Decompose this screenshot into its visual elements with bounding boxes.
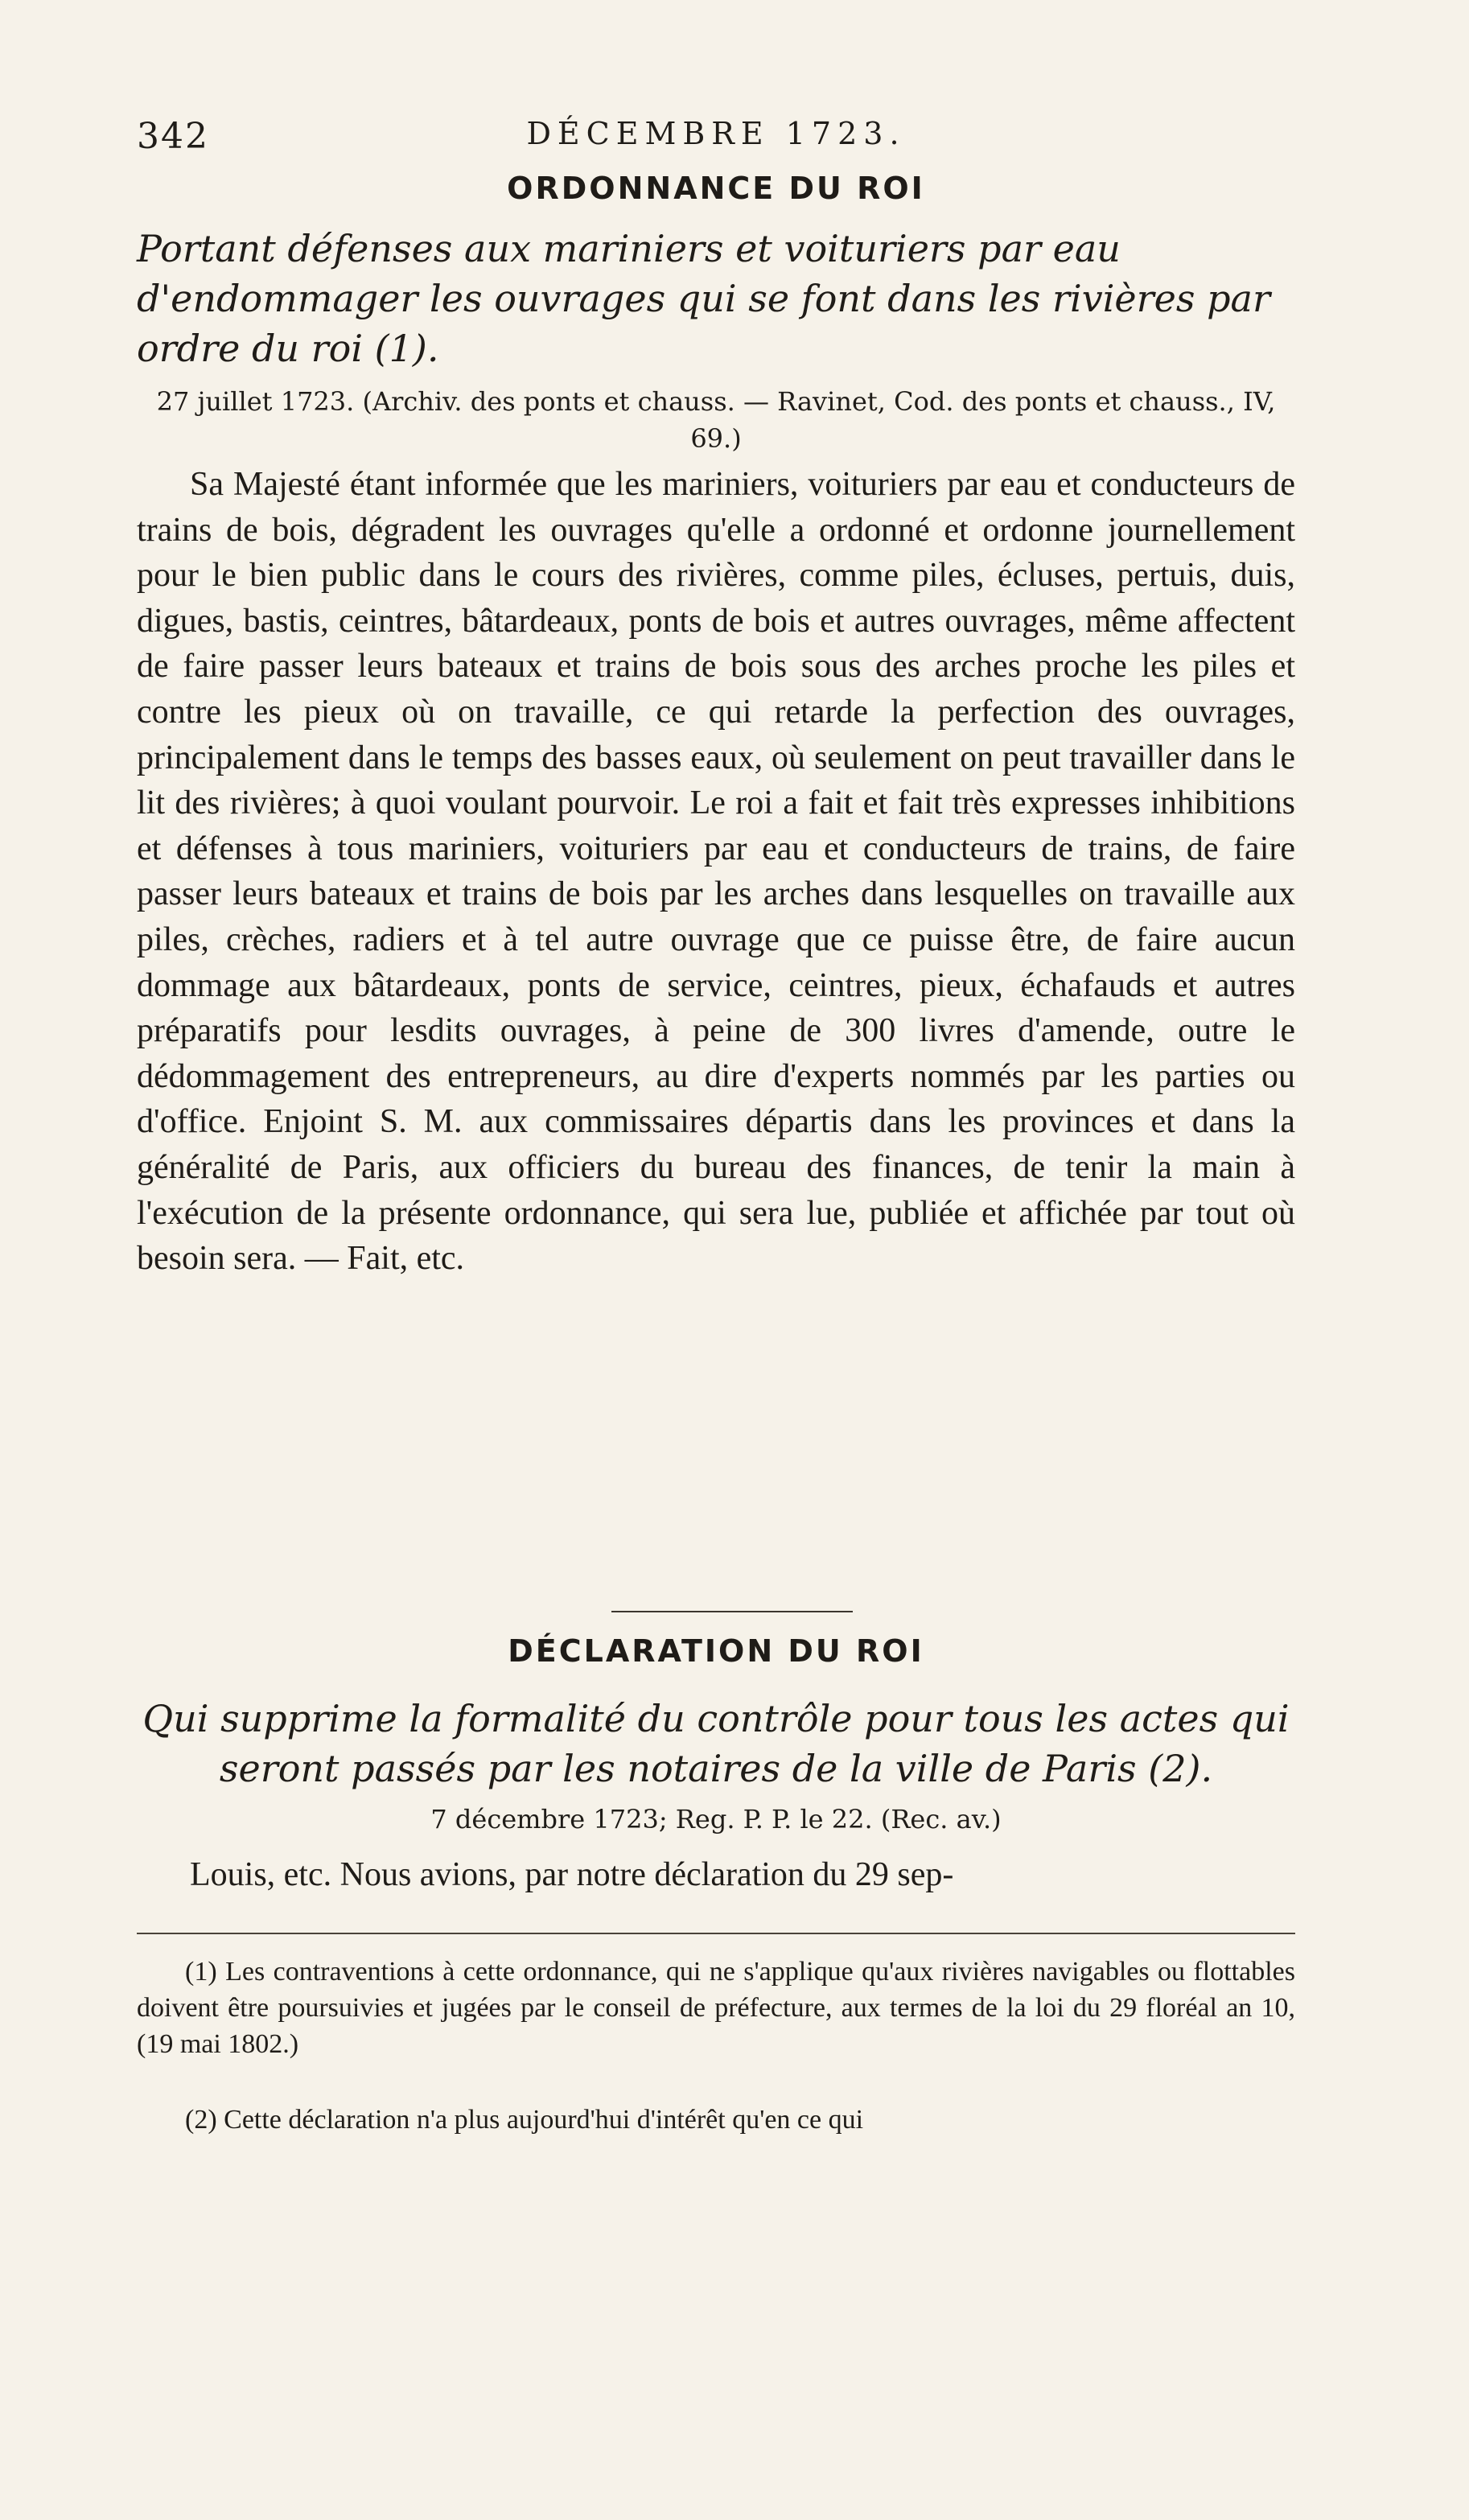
declaration-subtitle: Qui supprime la formalité du contrôle pour tous les actes qui seront passés par les notaires de la ville de Paris (2). <box>142 1697 1290 1790</box>
footnote-1: (1) Les contraventions à cette ordonnance, qui ne s'applique qu'aux rivières navigables ou flottables doivent être poursuivies et jugées par le conseil de préfecture, aux termes de la loi du 29 floréal an 10, (19 mai 1802.) <box>137 1957 1295 2059</box>
footnote-rule <box>137 1933 1295 1934</box>
declaration-heading: DÉCLARATION DU ROI <box>508 1633 924 1669</box>
ordonnance-subtitle: Portant défenses aux mariniers et voituriers par eau d'endommager les ouvrages qui se font dans les rivières par ordre du roi (1). <box>137 227 1270 370</box>
ordonnance-source-note: 27 juillet 1723. (Archiv. des ponts et chauss. — Ravinet, Cod. des ponts et chauss., IV, 69.) <box>156 386 1276 454</box>
ordonnance-body: Sa Majesté étant informée que les mariniers, voituriers par eau et conducteurs de trains de bois, dégradent les ouvrages qu'elle a ordonné et ordonne journellement pour le bien public dans le cours des rivières, comme piles, écluses, pertuis, duis, digues, bastis, ceintres, bâtardeaux, ponts de bois et autres ouvrages, même affectent de faire passer leurs bateaux et trains de bois sous des arches proche les piles et contre les pieux où on travaille, ce qui retarde la perfection des ouvrages, principalement dans le temps des basses eaux, où seulement on peut travailler dans le lit des rivières; à quoi voulant pourvoir. Le roi a fait et fait très expresses inhibitions et défenses à tous mariniers, voituriers par eau et conducteurs de trains, de faire passer leurs bateaux et trains de bois par les arches dans lesquelles on travaille aux piles, crèches, radiers et à tel autre ouvrage que ce puisse être, de faire aucun dommage aux bâtardeaux, ponts de service, ceintres, pieux, échafauds et autres préparatifs pour lesdits ouvrages, à peine de 300 livres d'amende, outre le dédommagement des entrepreneurs, au dire d'experts nommés par les parties ou d'office. Enjoint S. M. aux commissaires départis dans les provinces et dans la généralité de Paris, aux officiers du bureau des finances, de tenir la main à l'exécution de la présente ordonnance, qui sera lue, publiée et affichée par tout où besoin sera. — Fait, etc. <box>137 466 1295 1278</box>
ordonnance-heading: ORDONNANCE DU ROI <box>507 171 925 206</box>
page-number: 342 <box>137 116 209 157</box>
declaration-body: Louis, etc. Nous avions, par notre déclaration du 29 sep- <box>190 1856 954 1893</box>
running-head <box>137 116 1295 164</box>
section-separator <box>611 1611 853 1612</box>
declaration-source-note: 7 décembre 1723; Reg. P. P. le 22. (Rec. av.) <box>430 1804 1002 1834</box>
running-title: DÉCEMBRE 1723. <box>526 116 906 151</box>
footnote-2: (2) Cette déclaration n'a plus aujourd'hui d'intérêt qu'en ce qui <box>185 2105 864 2135</box>
